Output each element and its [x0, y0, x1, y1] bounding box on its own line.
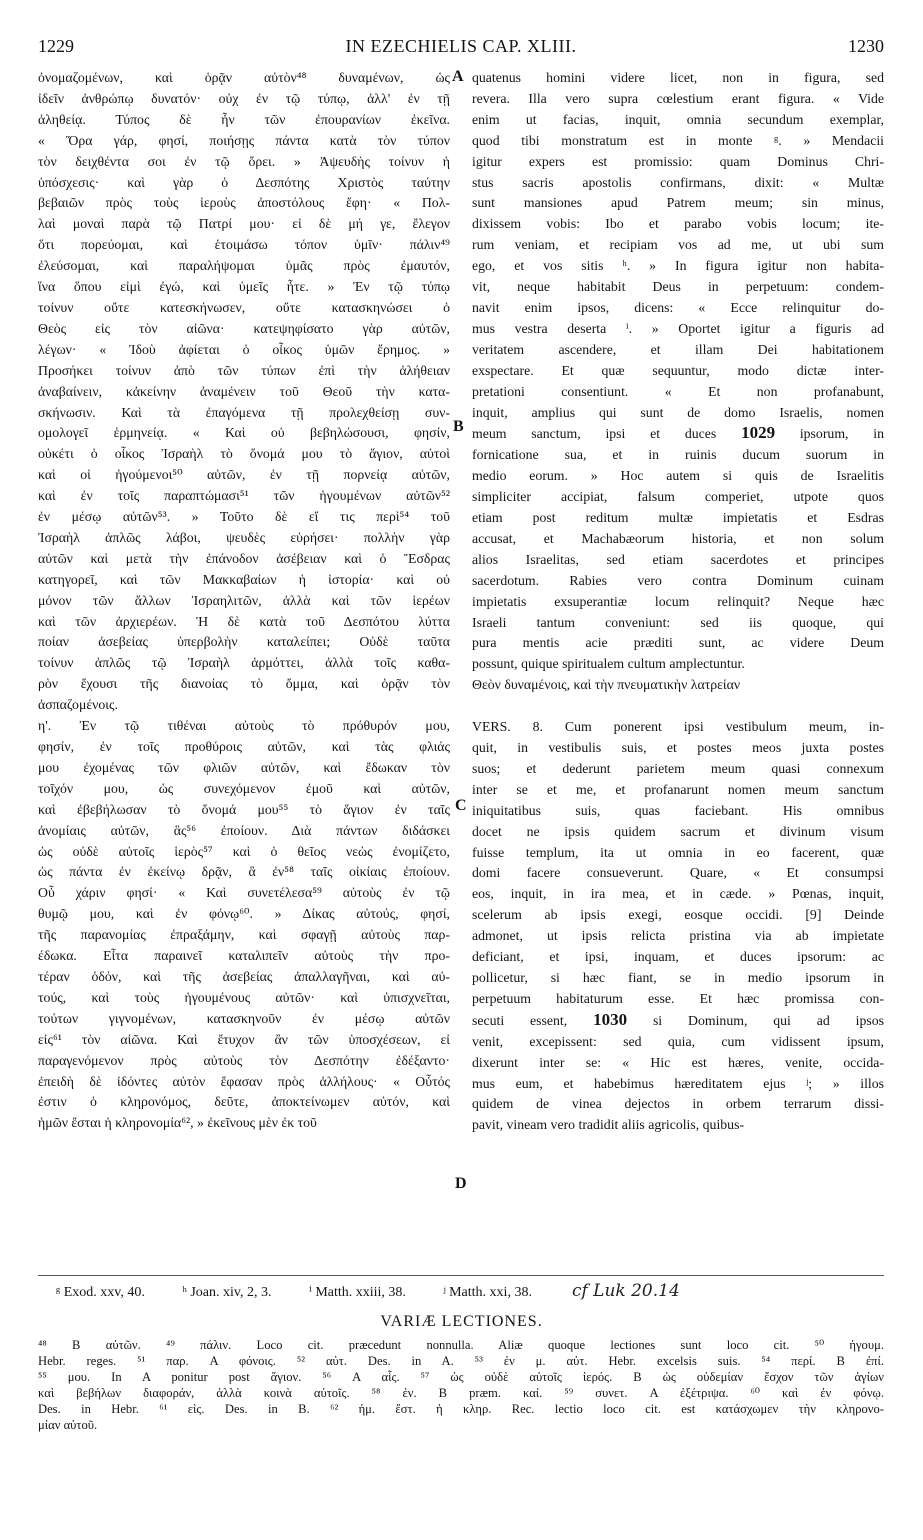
greek-text-line: έδωκα. Εἶτα παραινεῖ καταλιπεῖν αὐτοὺς τὴν προ- — [38, 948, 450, 964]
greek-text-line: καὶ οἱ ἡγούμενοι⁵⁰ αὐτῶν, ἐν τῇ πορνείᾳ αὐτῶν, — [38, 467, 450, 483]
greek-text-line: κατηγορεῖ, καὶ τῶν Μακκαβαίων ἡ ἱστορία· καὶ οὐ — [38, 571, 450, 587]
latin-text-line: mus eum, et habebimus hæreditatem ejus ʲ; » illos — [472, 1075, 884, 1091]
latin-text-line: possunt, quique spiritualem cultum amplectuntur. — [472, 656, 745, 672]
latin-text-line: dixerunt inter se: « Hic est hæres, venite, occida- — [472, 1054, 884, 1070]
margin-marker-c: C — [455, 797, 467, 814]
latin-text-line: medio eorum. » Hoc autem si quis de Israelitis — [472, 468, 884, 484]
greek-text-line: παραγενόμενον πρὸς αὐτοὺς τὸν Δεσπότην ἐδέξαντο· — [38, 1052, 450, 1068]
greek-text-line: τὸν δειχθέντα σοι ἐν τῷ ὄρει. » Ἀψευδὴς τοίνυν ἡ — [38, 153, 450, 169]
greek-text-line: τοίνυν ἁπλῶς τῷ Ἰσραὴλ ἁρμόττει, ἀλλὰ τοῖς καθα- — [38, 655, 450, 671]
latin-text-line: impietatis exsuperantiæ locum relinquit? Neque hæc — [472, 593, 884, 609]
variant-reading-line: Des. in Hebr. ⁶¹ εἰς. Des. in B. ⁶² ἡμ. ἔστ. ἡ κληρ. Rec. lectio loco cit. est κατάσχωμεν τὴν κληρονο- — [38, 1402, 884, 1416]
greek-text-line: αὐτῶν καὶ μετὰ τὴν ἐπάνοδον ἀσέβειαν καὶ ὁ Ἔσδρας — [38, 550, 450, 566]
latin-text-line: fornicatione sua, et in ruinis ducum suorum in — [472, 447, 884, 463]
running-title: IN EZECHIELIS CAP. XLIII. — [345, 36, 577, 56]
latin-text-line: sunt mansiones apud Patrem meum; sin minus, — [472, 195, 884, 211]
greek-text-line: ἐλεύσομαι, καὶ παραλήψομαι ὑμᾶς πρὸς ἐμαυτόν, — [38, 258, 450, 274]
greek-text-line: φησίν, ἐν τοῖς προθύροις αὐτῶν, καὶ τὰς φλιάς — [38, 739, 450, 754]
greek-text-column — [38, 68, 450, 1134]
left-page-number: 1229 — [38, 36, 74, 56]
latin-text-line: quatenus homini videre licet, non in figura, sed — [472, 70, 884, 85]
margin-marker-b: B — [453, 418, 464, 435]
latin-text-line: pollicetur, si hæc fiant, se in medio ipsorum in — [472, 969, 884, 985]
greek-text-line: ἀσπαζομένοις. — [38, 697, 118, 713]
greek-text-line: βεβαιῶν πρὸς τοὺς ἱεροὺς ἀποστόλους ἔφη· « Πολ- — [38, 195, 450, 211]
latin-text-line: stus sacris apostolis confirmans, dixit: « Multæ — [472, 174, 884, 190]
greek-text-line: ἐν μέσῳ αὐτῶν⁵³. » Τοῦτο δὲ εἴ τις περὶ⁵⁴ τοῦ — [38, 509, 450, 525]
latin-text-line: quidem de vinea dejectos in orbem terrarum dissi- — [472, 1096, 884, 1112]
greek-text-line: θυμῷ μου, καὶ ἐν φόνῳ⁶⁰. » Δίκας αὐτούς, φησί, — [38, 906, 450, 922]
footnote-j: ʲ Matth. xxi, 38. — [443, 1285, 532, 1300]
greek-text-line: ομολογεῖ ἑρμηνείᾳ. « Καὶ οὐ βεβηλώσουσι, φησίν, — [38, 425, 450, 441]
margin-marker-d: D — [455, 1175, 467, 1192]
latin-text-line: enim ut facias, inquit, omnia secundum exemplar, — [472, 111, 884, 127]
greek-text-line: Θεὸς εἰς τὸν αἰῶνα· κατεψηφίσατο γὰρ αὐτῶν, — [38, 320, 450, 336]
greek-text-line: η'. Ἐν τῷ τιθέναι αὐτοὺς τὸ πρόθυρόν μου, — [38, 718, 450, 734]
latin-text-line: quit, in vestibulis suis, et postes meos juxta postes — [472, 740, 884, 755]
variae-lectiones-block — [38, 1337, 884, 1433]
greek-text-line: τῆς παρανομίας ἐπραξάμην, καὶ σφαγῇ αὐτοὺς παρ- — [38, 927, 450, 943]
latin-text-line: venit, excepissent: sed quia, cum vidissent ipsum, — [472, 1033, 884, 1049]
greek-text-line: τοίνυν οὔτε κατεσκήνωσεν, οὔτε κατασκηνώσει ὁ — [38, 299, 450, 315]
latin-text-line: revera. Illa vero supra cœlestium erant figura. « Vide — [472, 90, 884, 106]
greek-text-line: Οὗ χάριν φησί· « Καὶ συνετέλεσα⁵⁹ αὐτοὺς ἐν τῷ — [38, 885, 450, 901]
greek-text-line: ὡς πάντα ἐν ἐκείνῳ δρᾷν, ἃ ἐν⁵⁸ ταῖς οἰκίαις ἐποίουν. — [38, 864, 450, 880]
latin-text-line: dixissem vobis: Ibo et parabo vobis locum; ite- — [472, 216, 884, 232]
greek-text-line: ἐστιν ὁ κληρονόμος, δεῦτε, ἀποκτείνωμεν αὐτόν, καὶ — [38, 1094, 450, 1110]
latin-text-line: igitur expers est promissio: quam Dominus Chri- — [472, 153, 884, 169]
column-number: 1030 — [593, 1009, 628, 1029]
greek-text-line: Ἰσραὴλ ἁπλῶς λάβοι, ψευδὲς εὑρήσει· πολλὴν γὰρ — [38, 529, 450, 545]
greek-text-line: ὅτι πορεύομαι, καὶ ἑτοιμάσω τόπον ὑμῖν· πάλιν⁴⁹ — [38, 237, 450, 253]
greek-text-line: ὀνομαζομένων, καὶ ὁρᾷν αὐτὸν⁴⁸ δυναμένων, ὡς — [38, 70, 450, 85]
variant-reading-line: ⁴⁸ B αὐτῶν. ⁴⁹ πάλιν. Loco cit. præcedunt nonnulla. Aliæ quoque lectiones sunt loco cit. ⁵⁰ ἡγουμ. — [38, 1338, 884, 1352]
greek-text-line: τούς, καὶ τοὺς ἡγουμένους αὐτῶν· καὶ ὑπισχνεῖται, — [38, 989, 450, 1005]
latin-text-line: quod tibi monstratum est in monte ᵍ. » Mendacii — [472, 132, 884, 148]
latin-text-line: admonet, ut ipsis relicta pristina via ab impietate — [472, 928, 884, 944]
greek-text-line: ἰδεῖν ἀνθρώπῳ δυνατόν· οὐχ ἐν τῷ τύπῳ, ἀλλ' ἐν τῇ — [38, 90, 450, 106]
variant-reading-line: μίαν αὐτοῦ. — [38, 1418, 98, 1432]
greek-text-line: « Ὅρα γάρ, φησί, ποιήσῃς πάντα κατὰ τὸν τύπον — [38, 132, 450, 148]
latin-text-line: docet ne ipsis quidem sacrum et divinum visum — [472, 823, 884, 839]
latin-text-line — [472, 696, 884, 717]
variant-reading-line: ⁵⁵ μου. In A ponitur post ἅγιον. ⁵⁶ A αἷς. ⁵⁷ ὡς οὐδὲ αὐτοῖς ἱερός. B ὡς οὐδεμίαν ἔσχον τῶν ἁγίων — [38, 1370, 884, 1384]
greek-text-line: καὶ τῶν ἀρχιερέων. Ἡ δὲ κατὰ τοῦ Δεσπότου λύττα — [38, 613, 450, 629]
latin-text-line: ego, et vos sitis ʰ. » In figura igitur non habita- — [472, 258, 884, 274]
latin-text-line: fuisse templum, ita ut omnia in eo facerent, quæ — [472, 844, 884, 860]
handwritten-annotation: cf Luk 20.14 — [571, 1281, 680, 1301]
greek-text-line: τοῖχόν μου, ὡς συνεχόμενον ἐμοῦ καὶ αὐτῶν, — [38, 780, 450, 796]
greek-text-line: τούτων γιγνομένων, κατασκηνοῦν ἐν μέσῳ αὐτῶν — [38, 1010, 450, 1026]
running-header — [38, 36, 884, 60]
greek-text-line: ποίαν ἀσεβείας ὑπερβολὴν καταλείπει; Οὐδὲ ταῦτα — [38, 634, 450, 650]
latin-text-line: domi facere consueverunt. Quare, « Et consumpsi — [472, 865, 884, 881]
latin-text-line: iniquitatibus suis, quas faciebant. His omnibus — [472, 802, 884, 818]
latin-text-line: pavit, vineam vero tradidit aliis agricolis, quibus- — [472, 1117, 745, 1133]
latin-text-line: etiam post reditum multæ impietatis et Esdras — [472, 510, 884, 526]
greek-text-line: λέγων· « Ἰδοὺ ἀφίεται ὁ οἶκος ὑμῶν ἔρημος. » — [38, 341, 450, 357]
greek-text-line: εἰς⁶¹ τὸν αἰῶνα. Καὶ ἔτυχον ἂν τῶν ὑποσχέσεων, εἰ — [38, 1031, 450, 1047]
footnote-rule — [38, 1275, 884, 1276]
latin-text-line: pura mentis acie præditi sunt, ac videre Deum — [472, 635, 884, 651]
variae-lectiones-heading: VARIÆ LECTIONES. — [380, 1313, 543, 1330]
latin-text-line: simpliciter accipiat, falsum comperiet, utpote quos — [472, 489, 884, 505]
variant-reading-line: Hebr. reges. ⁵¹ παρ. A φόνοις. ⁵² αὐτ. Des. in A. ⁵³ ἐν μ. αὐτ. Hebr. excelsis suis. ⁵⁴ περί. B ἐπί. — [38, 1354, 884, 1368]
latin-text-line: alios Israelitas, sed etiam sacerdotes et principes — [472, 551, 884, 567]
footnote-i: ⁱ Matth. xxiii, 38. — [309, 1285, 406, 1300]
greek-text-line: λαὶ μοναὶ παρὰ τῷ Πατρί μου· εἰ δὲ μή γε, ἔλεγον — [38, 216, 450, 232]
greek-text-line: ἀναβαίνειν, κἀκείνην ἀναμένειν τοῦ Θεοῦ τὴν κατα- — [38, 383, 450, 399]
latin-text-line: Θεὸν δυναμένοις, καὶ τὴν πνευματικὴν λατρείαν — [472, 677, 741, 693]
latin-text-line: inquit, amplius qui sunt de domo Israelis, nomen — [472, 404, 884, 420]
latin-text-line: exspectare. Et quæ sequuntur, modo dictæ inter- — [472, 362, 884, 378]
latin-text-line: perpetuum habitaturum esse. Et hæc promissa con- — [472, 990, 884, 1006]
variant-reading-line: καὶ βεβήλων διαφοράν, ἀλλὰ κοινὰ αὐτοῖς. ⁵⁸ ἐν. B præm. καί. ⁵⁹ συνετ. A ἐξέτριψα. ⁶⁰ καὶ ἐν φόνῳ. — [38, 1386, 884, 1400]
scripture-footnotes — [56, 1281, 714, 1301]
latin-text-column — [472, 68, 884, 1136]
greek-text-line: σκήνωσιν. Καὶ τὰ ἐπαγόμενα τῇ προλεχθείσῃ συν- — [38, 404, 450, 420]
latin-text-line: deficiant, et ipsi, inquam, et duces ipsorum: ac — [472, 949, 884, 965]
greek-text-line: ἀληθείᾳ. Τύπος δὲ ἦν τῶν ἐπουρανίων ἐκεῖνα. — [38, 111, 450, 127]
margin-marker-a: A — [452, 68, 464, 85]
latin-text-line: suos; et dederunt parietem meum quasi connexum — [472, 760, 884, 776]
latin-text-line: vit, neque habitabit Deus in perpetuum: condem- — [472, 279, 884, 295]
latin-text-line: secuti essent, 1030 si Dominum, qui ad ipsos — [472, 1009, 884, 1029]
greek-text-line: ἐπειδὴ δὲ ἰδόντες αὐτὸν ἔφασαν πρὸς ἀλλήλους· « Οὗτός — [38, 1073, 450, 1089]
greek-text-line: ρὸν ἔχουσι τῆς διανοίας τὸ ὄμμα, καὶ ὁρᾷν τὸν — [38, 676, 450, 692]
column-number: 1029 — [741, 423, 776, 443]
greek-text-line: ἀνομίαις αὐτῶν, ἃς⁵⁶ ἐποίουν. Διὰ πάντων διδάσκει — [38, 822, 450, 838]
greek-text-line: ἡμῶν ἔσται ἡ κληρονομία⁶², » ἐκεῖνους μὲν ἐκ τοῦ — [38, 1115, 317, 1131]
greek-text-line: ὑπόσχεσις· καὶ γὰρ ὁ Δεσπότης Χριστὸς ταύτην — [38, 174, 450, 190]
greek-text-line: μόνον τῶν ἄλλων Ἰσραηλιτῶν, ἀλλὰ καὶ τῶν ἱερέων — [38, 592, 450, 608]
latin-text-line: eos, inquit, in ira mea, et in cæde. » Pœnas, inquit, — [472, 886, 884, 902]
latin-text-line: accusat, et Machabæorum historia, et non solum — [472, 530, 884, 546]
greek-text-line: καὶ ἐν τοῖς παραπτώμασι⁵¹ τῶν ἡγουμένων αὐτῶν⁵² — [38, 488, 450, 504]
latin-text-line: mus vestra deserta ⁱ. » Oportet igitur a figuris ad — [472, 320, 884, 336]
greek-text-line: ἵνα ὅπου εἰμὶ ἐγώ, καὶ ὑμεῖς ἦτε. » Ἐν τῷ τύπῳ — [38, 279, 450, 295]
latin-text-line: scelerum ab ipsis exegi, eosque occidi. [9] Deinde — [472, 907, 884, 923]
greek-text-line: τέραν ὁδόν, καὶ τῆς ἀσεβείας ἀπαλλαγῆναι, καὶ αὐ- — [38, 968, 450, 984]
greek-text-line: μου ἐχομένας τῶν φλιῶν αὐτῶν, καὶ ἔδωκαν τὸν — [38, 759, 450, 775]
latin-text-line: VERS. 8. Cum ponerent ipsi vestibulum meum, in- — [472, 719, 884, 735]
footnote-h: ʰ Joan. xiv, 2, 3. — [182, 1285, 272, 1300]
greek-text-line: Προσήκει τοίνυν ἀπὸ τῶν τύπων ἐπὶ τὴν ἀλήθειαν — [38, 362, 450, 378]
latin-text-line: inter se et me, et profanarunt nomen meum sanctum — [472, 781, 884, 797]
latin-text-line: Israeli tantum conveniunt: sed iis quoque, qui — [472, 614, 884, 630]
greek-text-line: οὐκέτι ὁ οἶκος Ἰσραὴλ τὸ ὄνομά μου τὸ ἅγιον, αὐτοὶ — [38, 446, 450, 462]
latin-text-line: veritatem ascendere, et illam Dei habitationem — [472, 341, 884, 357]
latin-text-line: pretationi consentiunt. « Et non profanabunt, — [472, 383, 884, 399]
latin-text-line: sacerdotum. Rabies vero contra Dominum cuinam — [472, 572, 884, 588]
latin-text-line: navit enim ipsos, dicens: « Ecce relinquitur do- — [472, 299, 884, 315]
latin-text-line: meum sanctum, ipsi et duces 1029 ipsorum, in — [472, 423, 884, 443]
right-page-number: 1230 — [848, 36, 884, 56]
greek-text-line: ὡς οὐδὲ αὐτοῖς ἱερὸς⁵⁷ καὶ ὁ θεῖος νεὼς ἐνομίζετο, — [38, 843, 450, 859]
latin-text-line: rum veniam, et recipiam vos ad me, ut ubi sum — [472, 237, 884, 253]
greek-text-line: καὶ ἐβεβήλωσαν τὸ ὄνομά μου⁵⁵ τὸ ἅγιον ἐν ταῖς — [38, 801, 450, 817]
footnote-g: ᵍ Exod. xxv, 40. — [56, 1285, 145, 1300]
